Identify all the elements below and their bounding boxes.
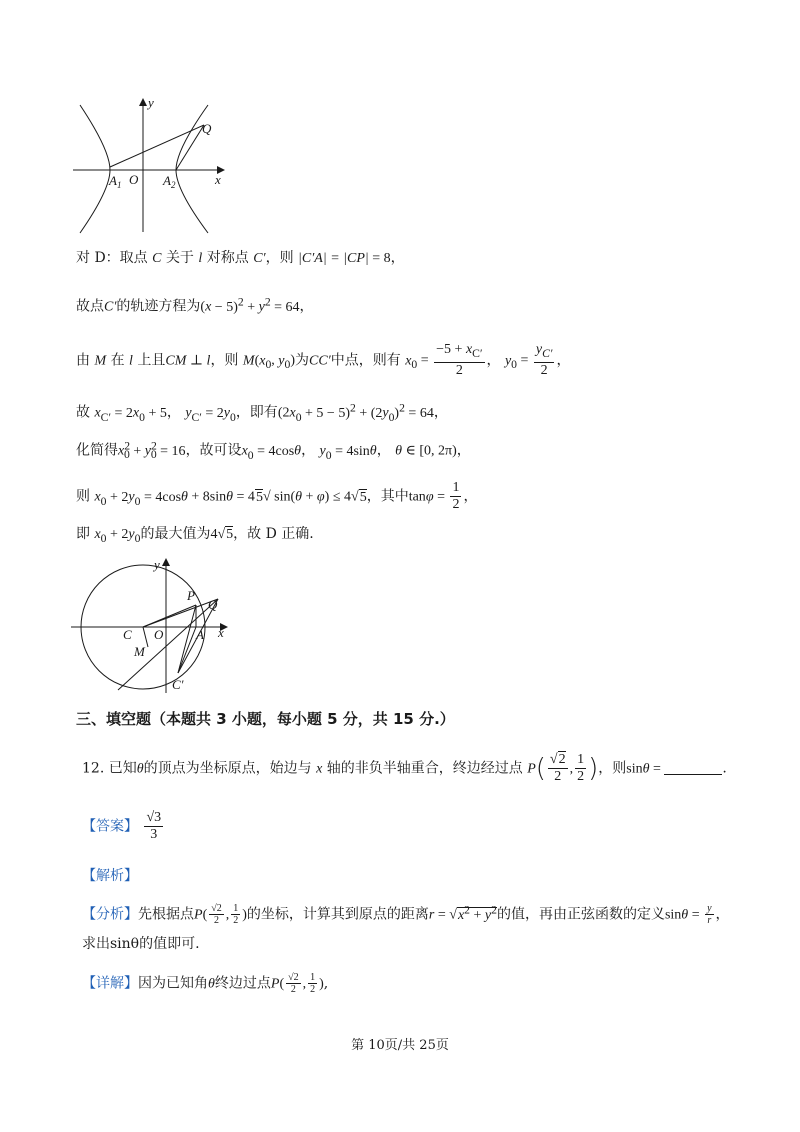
label-a: A (196, 627, 204, 642)
text-line-max: 即 $x_0 + 2y_0$的最大值为4√5，故 D 正确. (76, 526, 314, 545)
text-line-trajectory: 故点C′的轨迹方程为$(x - 5)^2 + y^2 = 64$， (76, 295, 314, 315)
label-y: y (154, 557, 160, 572)
analysis-tag: 【解析】 (82, 868, 138, 884)
line-a-cprime (178, 627, 196, 673)
detail-line: 【详解】因为已知角θ终边过点P( $\frac{√2}{2}$ , $\frac{1}{2}$ ), (82, 972, 329, 995)
section-heading: 三、填空题（本题共 3 小题，每小题 5 分，共 15 分.） (76, 710, 455, 728)
answer-line: 【答案】 $\frac{√3}{3}$ (82, 810, 162, 842)
label-q: Q (208, 597, 218, 612)
label-a1: $A_1$ (109, 173, 122, 190)
text-line-substitute: 故 $x_{C'} = 2x_0 + 5$， $y_{C'} = 2y_0$，即有$(2x_0 + 5 - 5)^2 + (2y_0)^2 = 64$， (76, 401, 448, 424)
text-line-bound: 则 $x_0 + 2y_0 = 4\cos\theta + 8\sin\theta = 45√$ sin(θ + φ) ≤ 4√5，其中tanφ = $\frac{1}{2}$ ， (76, 480, 478, 512)
hyperbola-left-branch (80, 105, 110, 233)
label-y: y (148, 95, 154, 110)
label-o: O (129, 172, 139, 187)
label-x: x (215, 172, 221, 187)
text-line-d-intro: 对 D：取点 C 关于 l 对称点 C′，则 |C′A| = |CP| = 8， (76, 250, 405, 266)
label-m: M (134, 644, 145, 659)
line-c-p (143, 605, 196, 627)
circle-figure (68, 555, 233, 695)
label-q: Q (202, 121, 212, 136)
question-12: 12. 已知θ的顶点为坐标原点，始边与 x 轴的非负半轴重合，终边经过点 P( $\frac{√2}{2}$ , $\frac{1}{2}$ )，则sinθ = . (82, 752, 727, 784)
label-c: C (123, 627, 132, 642)
line-a1-q (110, 125, 204, 167)
answer-fraction: $\frac{√3}{3}$ (146, 810, 162, 842)
label-o: O (154, 627, 164, 642)
answer-blank (664, 762, 722, 775)
label-cprime: C′ (172, 677, 184, 692)
fenxi-line-2: 求出sinθ的值即可. (82, 936, 200, 952)
page-footer: 第 10页/共 25页 (351, 1038, 449, 1053)
text-line-simplify: 化简得$x^2_0 + y^2_0 = 16$，故可设$x_0 = 4\cos\theta$， $y_0 = 4\sin\theta$， θ ∈ [0, 2π)， (76, 439, 471, 462)
label-p: P (187, 588, 195, 603)
fenxi-line: 【分析】先根据点P( $\frac{√2}{2}$ , $\frac{1}{2}$ )的坐标，计算其到原点的距离$r = √x^2 + y^2$的值，再由正弦函数的定义sinθ = $\frac{y}{r}$ ， (82, 903, 730, 927)
hyperbola-figure (68, 95, 233, 235)
label-a2: $A_2$ (163, 173, 176, 190)
text-line-midpoint: 由 M 在 l 上且CM ⊥ l，则 $M(x_0$, $y_0$)为CC′中点，则有 $x_0$ = $\frac{-5 + x_{C'}}{2}$ ， $y_0$ = $\frac{y_{C'}}{2}$ ， (76, 342, 571, 378)
label-x: x (218, 625, 224, 640)
